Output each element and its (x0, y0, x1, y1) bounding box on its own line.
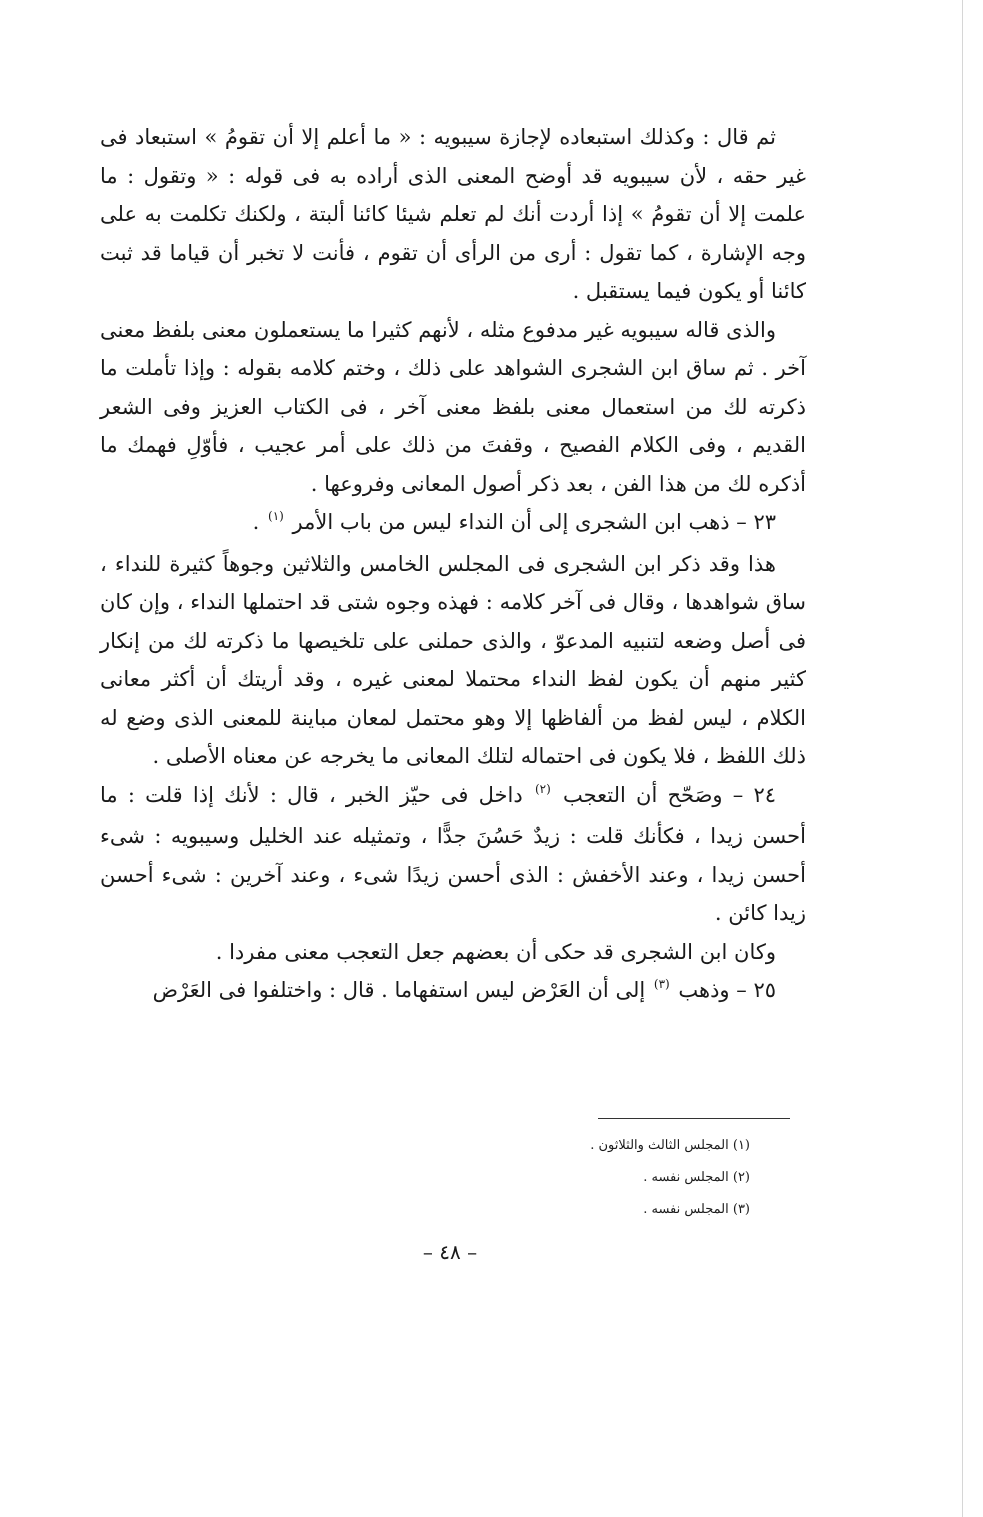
paragraph-1: ثم قال : وكذلك استبعاده لإجازة سيبويه : « ما أعلم إلا أن تقومُ » استبعاد فى غير حقه ، لأن سيبويه قد أوضح المعنى الذى أراده به فى قوله : « وتقول : ما علمت إلا أن تقومُ » إذا أردت أنك لم تعلم شيئا كائنا ألبتة ، ولكنك تكلمت به على وجه الإشارة ، كما تقول : أرى من الرأى أن تقوم ، فأنت لا تخبر أن قياما قد ثبت كائنا أو يكون فيما يستقبل . (100, 125, 806, 303)
paragraph-3-text: ٢٣ – ذهب ابن الشجرى إلى أن النداء ليس من باب الأمر (292, 510, 776, 534)
footnote-ref-3: (٣) (653, 977, 670, 991)
page-number: – ٤٨ – (422, 1240, 478, 1264)
footnote-divider (598, 1118, 790, 1119)
footnote-2: (٢) المجلس نفسه . (643, 1170, 750, 1185)
paragraph-6: وكان ابن الشجرى قد حكى أن بعضهم جعل التعجب معنى مفردا . (215, 939, 776, 964)
footnote-3: (٣) المجلس نفسه . (643, 1202, 750, 1217)
footnotes (420, 1130, 750, 1226)
main-text (100, 118, 806, 1013)
scan-edge-line (962, 0, 963, 1517)
footnote-1: (١) المجلس الثالث والثلاثون . (590, 1138, 750, 1153)
paragraph-5-after: داخل فى حيّز الخبر ، قال : لأنك إذا قلت : ما أحسن زيدا ، فكأنك قلت : زيدٌ حَسُنَ جدًّا ، وتمثيله عند الخليل وسيبويه : شىء أحسن زيدا ، وعند الأخفش : الذى أحسن زيدًا شىء ، وعند آخرين : شىء أحسن زيدا كائن . (100, 782, 806, 925)
paragraph-2: والذى قاله سيبويه غير مدفوع مثله ، لأنهم كثيرا ما يستعملون معنى بلفظ معنى آخر . ثم ساق ابن الشجرى الشواهد على ذلك ، وختم كلامه بقوله : وإذا تأملت ما ذكرته لك من استعمال معنى بلفظ معنى آخر ، فى الكتاب العزيز وفى الشعر القديم ، وفى الكلام الفصيح ، وقفتَ من ذلك على أمر عجيب ، فأوّلِ فهمك ما أذكره لك من هذا الفن ، بعد ذكر أصول المعانى وفروعها . (100, 317, 806, 496)
paragraph-4: هذا وقد ذكر ابن الشجرى فى المجلس الخامس والثلاثين وجوهاً كثيرة للنداء ، ساق شواهدها ، وقال فى آخر كلامه : فهذه وجوه شتى قد احتملها النداء ، وإن كان فى أصل وضعه لتنبيه المدعوّ ، والذى حملنى على تلخيصها ما ذكرته لك من إنكار كثير منهم أن يكون لفظ النداء محتملا لمعنى غيره ، وقد أريتك أن أكثر معانى الكلام ، ليس لفظ من ألفاظها إلا وهو محتمل لمعان مباينة للمعنى الذى وضع له ذلك اللفظ ، فلا يكون فى احتماله لتلك المعانى ما يخرجه عن معناه الأصلى . (100, 551, 806, 768)
paragraph-5-text: ٢٤ – وصَحّح أن التعجب (562, 782, 777, 807)
paragraph-5 (100, 776, 806, 933)
paragraph-7-after: إلى أن العَرْض ليس استفهاما . قال : واختلفوا فى العَرْض (152, 978, 646, 1002)
paragraph-7-text: ٢٥ – وذهب (678, 978, 776, 1002)
footnote-ref-1: (١) (268, 509, 284, 523)
footnote-ref-2: (٢) (534, 781, 551, 796)
paragraph-3 (100, 503, 806, 545)
paragraph-3-after: . (252, 510, 260, 534)
paragraph-7 (100, 971, 806, 1013)
